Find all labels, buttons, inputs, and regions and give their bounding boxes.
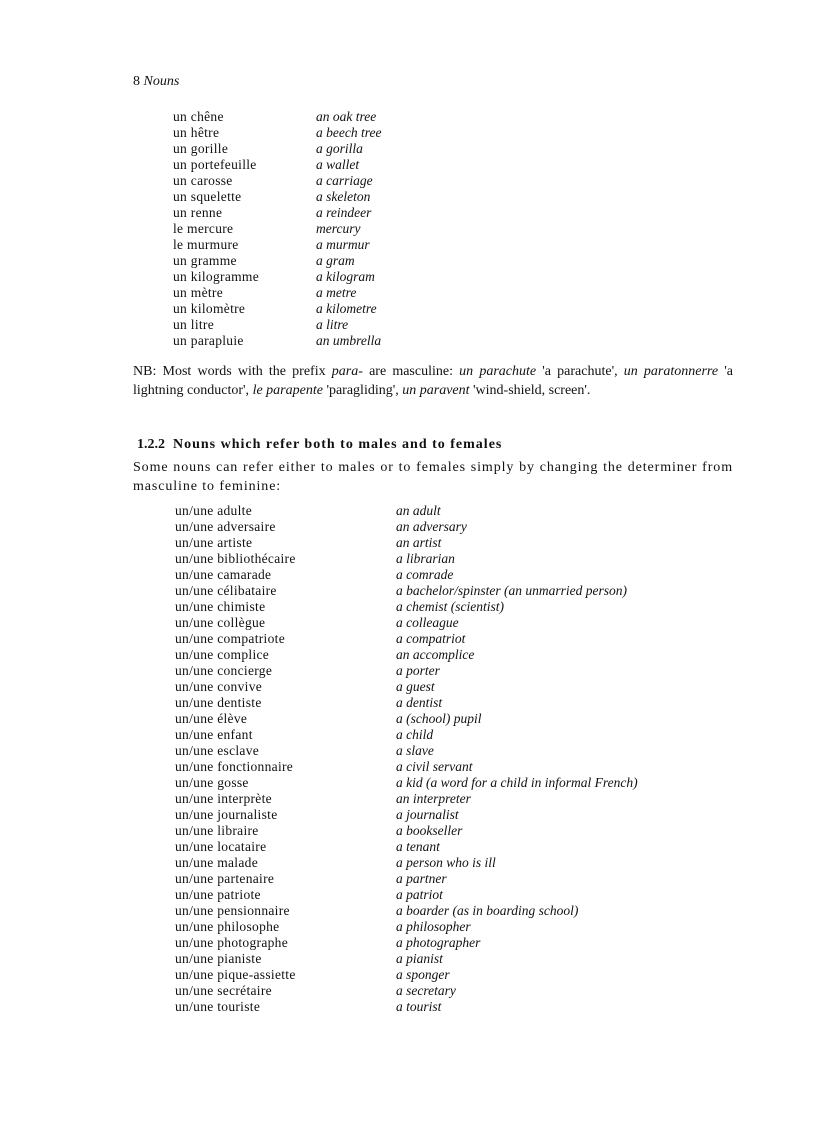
vocab-entry (175, 807, 735, 823)
vocab-entry (175, 871, 735, 887)
english-translation: an umbrella (316, 333, 382, 348)
vocab-entry (175, 583, 735, 599)
french-term: un gorille (173, 141, 229, 156)
french-term: un/une esclave (175, 743, 260, 758)
vocab-entry (173, 221, 473, 237)
french-term: un/une artiste (175, 535, 253, 550)
vocab-entry (173, 125, 473, 141)
french-term: un/une élève (175, 711, 248, 726)
vocab-entry (175, 535, 735, 551)
english-translation: a librarian (396, 551, 455, 566)
vocab-entry (175, 919, 735, 935)
vocab-entry (175, 775, 735, 791)
english-translation: a kid (a word for a child in informal French) (396, 775, 638, 790)
english-translation: an oak tree (316, 109, 377, 124)
english-translation: a sponger (396, 967, 450, 982)
nb-text: 'a parachute', (536, 364, 624, 379)
vocab-entry (175, 711, 735, 727)
english-translation: a patriot (396, 887, 443, 902)
french-term: un renne (173, 205, 223, 220)
english-translation: a porter (396, 663, 440, 678)
english-translation: a (school) pupil (396, 711, 482, 726)
english-translation: an accomplice (396, 647, 475, 662)
english-translation: a compatriot (396, 631, 466, 646)
vocab-entry (175, 839, 735, 855)
vocab-entry (175, 935, 735, 951)
english-translation: a civil servant (396, 759, 473, 774)
vocab-entry (173, 317, 473, 333)
vocab-entry (175, 759, 735, 775)
english-translation: a tourist (396, 999, 442, 1014)
english-translation: a chemist (scientist) (396, 599, 504, 614)
vocab-entry (173, 237, 473, 253)
french-term: un/une touriste (175, 999, 261, 1014)
vocab-entry (175, 983, 735, 999)
english-translation: a beech tree (316, 125, 382, 140)
vocab-entry (173, 141, 473, 157)
vocab-entry (173, 253, 473, 269)
english-translation: a journalist (396, 807, 459, 822)
vocab-entry (175, 999, 735, 1015)
french-term: un/une partenaire (175, 871, 275, 886)
vocab-entry (175, 887, 735, 903)
vocab-entry (175, 743, 735, 759)
section-intro: Some nouns can refer either to males or to females simply by changing the determiner from masculine to feminine: (133, 460, 733, 494)
nb-italic: un parachute (459, 364, 537, 379)
section-heading-text: Nouns which refer both to males and to females (173, 437, 503, 452)
english-translation: an adversary (396, 519, 467, 534)
french-term: un/une pensionnaire (175, 903, 290, 918)
nb-text: 'paragliding', (322, 383, 403, 398)
french-term: un/une bibliothécaire (175, 551, 296, 566)
english-translation: an adult (396, 503, 441, 518)
french-term: un/une concierge (175, 663, 273, 678)
nb-text: NB: Most words with the prefix (133, 364, 332, 379)
vocab-entry (175, 903, 735, 919)
french-term: un/une philosophe (175, 919, 280, 934)
english-translation: a partner (396, 871, 447, 886)
vocab-entry (175, 519, 735, 535)
running-head (133, 74, 179, 90)
english-translation: a gram (316, 253, 355, 268)
english-translation: a comrade (396, 567, 454, 582)
vocab-entry (175, 567, 735, 583)
french-term: un/une photographe (175, 935, 288, 950)
english-translation: an artist (396, 535, 442, 550)
vocabulary-list-common-gender (175, 503, 735, 1015)
french-term: un/une journaliste (175, 807, 278, 822)
vocab-entry (173, 205, 473, 221)
french-term: un/une libraire (175, 823, 259, 838)
french-term: le murmure (173, 237, 239, 252)
english-translation: an interpreter (396, 791, 471, 806)
english-translation: a boarder (as in boarding school) (396, 903, 579, 918)
vocab-entry (175, 967, 735, 983)
french-term: un/une fonctionnaire (175, 759, 294, 774)
vocab-entry (175, 695, 735, 711)
english-translation: a pianist (396, 951, 443, 966)
vocab-entry (175, 599, 735, 615)
english-translation: a dentist (396, 695, 443, 710)
nb-text: 'a lightning conductor', (133, 364, 733, 398)
french-term: un/une locataire (175, 839, 267, 854)
vocabulary-list-masculine (173, 109, 473, 349)
vocab-entry (173, 269, 473, 285)
vocab-entry (175, 823, 735, 839)
french-term: un/une complice (175, 647, 270, 662)
french-term: un hêtre (173, 125, 220, 140)
english-translation: a metre (316, 285, 357, 300)
vocab-entry (175, 679, 735, 695)
english-translation: a guest (396, 679, 435, 694)
french-term: un/une camarade (175, 567, 272, 582)
nb-text: 'wind-shield, screen'. (469, 383, 591, 398)
vocab-entry (175, 551, 735, 567)
vocab-entry (175, 727, 735, 743)
english-translation: a philosopher (396, 919, 471, 934)
vocab-entry (173, 285, 473, 301)
french-term: un carosse (173, 173, 233, 188)
french-term: un chêne (173, 109, 224, 124)
vocab-entry (173, 157, 473, 173)
vocab-entry (175, 647, 735, 663)
french-term: un kilomètre (173, 301, 246, 316)
section-title: Nouns (143, 74, 180, 89)
french-term: un/une célibataire (175, 583, 277, 598)
french-term: un/une enfant (175, 727, 253, 742)
french-term: un/une dentiste (175, 695, 262, 710)
french-term: un squelette (173, 189, 242, 204)
vocab-entry (175, 615, 735, 631)
english-translation: a murmur (316, 237, 370, 252)
french-term: un gramme (173, 253, 237, 268)
vocab-entry (173, 109, 473, 125)
french-term: un/une collègue (175, 615, 266, 630)
english-translation: a gorilla (316, 141, 363, 156)
french-term: un/une chimiste (175, 599, 266, 614)
english-translation: a colleague (396, 615, 459, 630)
vocab-entry (175, 951, 735, 967)
english-translation: a wallet (316, 157, 360, 172)
french-term: un litre (173, 317, 215, 332)
french-term: un portefeuille (173, 157, 257, 172)
english-translation: a secretary (396, 983, 456, 998)
english-translation: a reindeer (316, 205, 372, 220)
french-term: un parapluie (173, 333, 244, 348)
nb-italic: un paratonnerre (623, 364, 719, 379)
vocab-entry (173, 333, 473, 349)
french-term: un kilogramme (173, 269, 260, 284)
english-translation: a slave (396, 743, 434, 758)
french-term: un/une interprète (175, 791, 272, 806)
page-number: 8 (133, 74, 140, 89)
vocab-entry (173, 301, 473, 317)
english-translation: a person who is ill (396, 855, 496, 870)
french-term: un/une malade (175, 855, 258, 870)
english-translation: a photographer (396, 935, 481, 950)
french-term: un/une pique-assiette (175, 967, 296, 982)
vocab-entry (173, 189, 473, 205)
french-term: un/une compatriote (175, 631, 285, 646)
french-term: un/une secrétaire (175, 983, 272, 998)
english-translation: a kilometre (316, 301, 377, 316)
section-heading (137, 437, 502, 453)
english-translation: a litre (316, 317, 349, 332)
nb-italic: le parapente (252, 383, 323, 398)
vocab-entry (173, 173, 473, 189)
french-term: un/une convive (175, 679, 263, 694)
english-translation: a carriage (316, 173, 373, 188)
english-translation: a bookseller (396, 823, 463, 838)
vocab-entry (175, 631, 735, 647)
french-term: un/une pianiste (175, 951, 262, 966)
french-term: un/une adulte (175, 503, 253, 518)
english-translation: a child (396, 727, 434, 742)
english-translation: a skeleton (316, 189, 371, 204)
vocab-entry (175, 503, 735, 519)
french-term: un/une adversaire (175, 519, 276, 534)
french-term: un mètre (173, 285, 224, 300)
vocab-entry (175, 663, 735, 679)
french-term: un/une patriote (175, 887, 261, 902)
english-translation: a kilogram (316, 269, 375, 284)
nb-text: are masculine: (362, 364, 460, 379)
section-number: 1.2.2 (137, 437, 165, 452)
french-term: un/une gosse (175, 775, 249, 790)
nb-italic: para- (331, 364, 363, 379)
english-translation: a tenant (396, 839, 440, 854)
nb-note (133, 362, 733, 400)
nb-italic: un paravent (402, 383, 470, 398)
french-term: le mercure (173, 221, 234, 236)
english-translation: a bachelor/spinster (an unmarried person) (396, 583, 627, 598)
vocab-entry (175, 791, 735, 807)
vocab-entry (175, 855, 735, 871)
english-translation: mercury (316, 221, 361, 236)
